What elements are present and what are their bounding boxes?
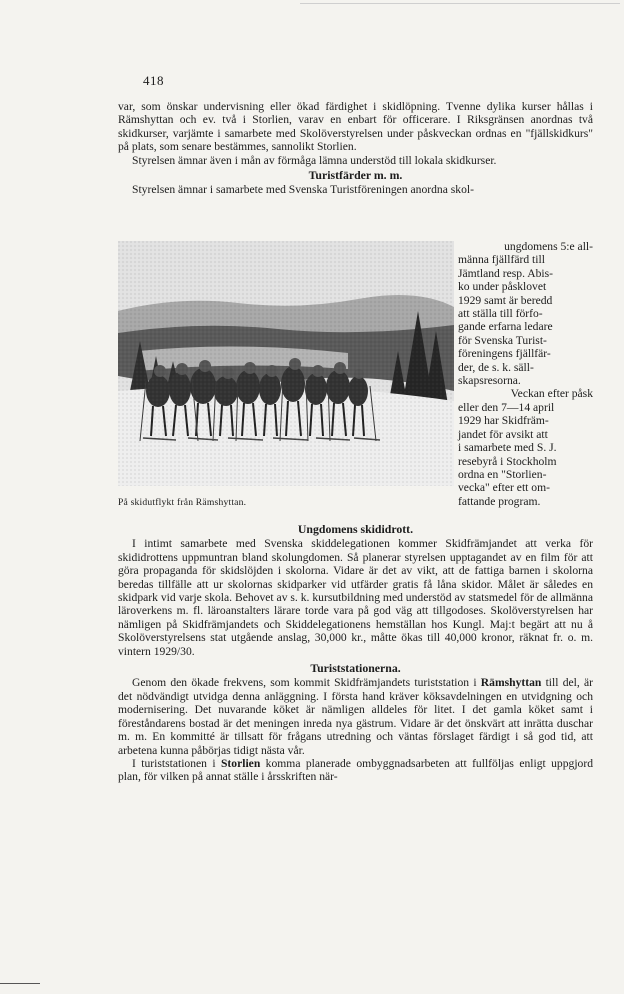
side-line: gande erfarna ledare: [458, 320, 553, 334]
lower-text-block: [118, 521, 593, 784]
section-heading-turiststationerna: Turiststationerna.: [310, 661, 401, 676]
section-heading-turistfarder: Turistfärder m. m.: [308, 168, 403, 183]
intro-paragraph-1: var, som önskar undervisning eller ökad färdighet i skidlöpning. Tvenne dylika kurser hållas i Rämshyttan och ev. två i Storlien, varav en enbart för officerare. I Riksgränsen anordnas två skidkurser, varjämte i samarbete med Skolöverstyrelsen under påskveckan ordnas en "fjällskidkurs" på plats, som senare bestämmes, sannolikt Storlien.: [118, 100, 593, 154]
side-line: i samarbete med S. J.: [458, 441, 557, 455]
section3-p1-end: till del, är det nödvändigt utvidga denna anläggning. I första hand kräver köksavdelningen en utvidgning och modernisering. Det nuvarande köket är nämligen alldeles för litet. I det gamla köket samt i föreståndarens bostad är det meningen inreda nya gästrum. Vidare är det önskvärt att inrätta duschar m. m. En kommitté är tillsatt för frågans utredning och väntas förslaget färdigt i så god tid, att arbetena kunna påbörjas tidigt nästa vår.: [118, 676, 594, 757]
side-line: der, de s. k. säll-: [458, 360, 534, 374]
side-line: för Svenska Turist-: [458, 333, 547, 347]
intro-paragraph-2: Styrelsen ämnar även i mån av förmåga lämna understöd till lokala skidkurser.: [132, 153, 497, 167]
section3-p1-start: Genom den ökade frekvens, som kommit Skidfrämjandets turiststation i: [132, 676, 481, 690]
side-line: 1929 samt är beredd: [458, 293, 553, 307]
side-line: fattande program.: [458, 494, 541, 508]
side-column-text: [458, 240, 593, 508]
side-line: ordna en "Storlien-: [458, 467, 547, 481]
photo-figure: [118, 241, 454, 508]
ski-excursion-photo: [118, 241, 454, 486]
section3-paragraph-1: [118, 676, 593, 756]
section3-p2-end: komma planerade ombyggnadsarbeten att fullföljas enligt uppgjord plan, för vilken på annat ställe i årsskriften när-: [118, 756, 594, 784]
intro-text-block: [118, 100, 593, 197]
side-line: ko under påsklovet: [458, 280, 547, 294]
side-line: att ställa till förfo-: [458, 307, 543, 321]
ski-excursion-illustration: [118, 241, 454, 486]
section3-paragraph-2: [118, 757, 593, 784]
page-number: 418: [143, 73, 164, 88]
section2-body: I intimt samarbete med Svenska skiddelegationen kommer Skidfrämjandet att verka för skididrottens uppmuntran bland skolungdomen. Så planerar styrelsen upptagandet av en film för att göra propaganda för skidslöjden i skolorna. Vidare är det av vikt, att de fattiga barnen i skolorna beredas tillfälle att ur skolornas skidparker vid utfärder gratis få låna skidor. Målet är således en skidpark vid varje skola. Behovet av s. k. kursutbildning med understöd av statsmedel för de allmänna läroverkens m. fl. läroanstalters lärare torde vara på god väg att tillgodoses. Skolöverstyrelsen har nämligen på Skidfrämjandets och Skiddelegationens hemställan hos Kungl. Maj:t begärt att nu å Skolöverstyrelsens stat utgående anslag, 30,000 kr., måtte ökas till 40,000 kronor, räknat fr. o. m. vintern 1929/30.: [118, 537, 593, 658]
scan-edge-rule: [300, 3, 620, 4]
side-line: eller den 7—14 april: [458, 400, 555, 414]
section3-p2-start: I turiststationen i: [132, 756, 221, 770]
side-line: skapsresorna.: [458, 374, 521, 388]
side-line: Veckan efter påsk: [510, 387, 593, 401]
section3-p1-bold-place: Rämshyttan: [480, 676, 542, 690]
section1-lead-line: Styrelsen ämnar i samarbete med Svenska Turistföreningen anordna skol-: [132, 183, 474, 197]
side-line: resebyrå i Stockholm: [458, 454, 557, 468]
section3-p2-bold-place: Storlien: [220, 756, 261, 770]
side-line: ungdomens 5:e all-: [504, 240, 593, 253]
section-heading-ungdomens-skididrott: Ungdomens skididrott.: [297, 522, 414, 536]
side-line: jandet för avsikt att: [458, 427, 548, 441]
side-line: Jämtland resp. Abis-: [458, 266, 553, 280]
side-line: 1929 har Skidfräm-: [458, 414, 549, 428]
side-line: männa fjällfärd till: [458, 253, 545, 267]
side-line: vecka" efter ett om-: [458, 481, 550, 495]
scan-edge-mark: [0, 983, 40, 984]
photo-caption: På skidutflykt från Rämshyttan.: [118, 497, 247, 508]
side-line: föreningens fjällfär-: [458, 347, 551, 361]
